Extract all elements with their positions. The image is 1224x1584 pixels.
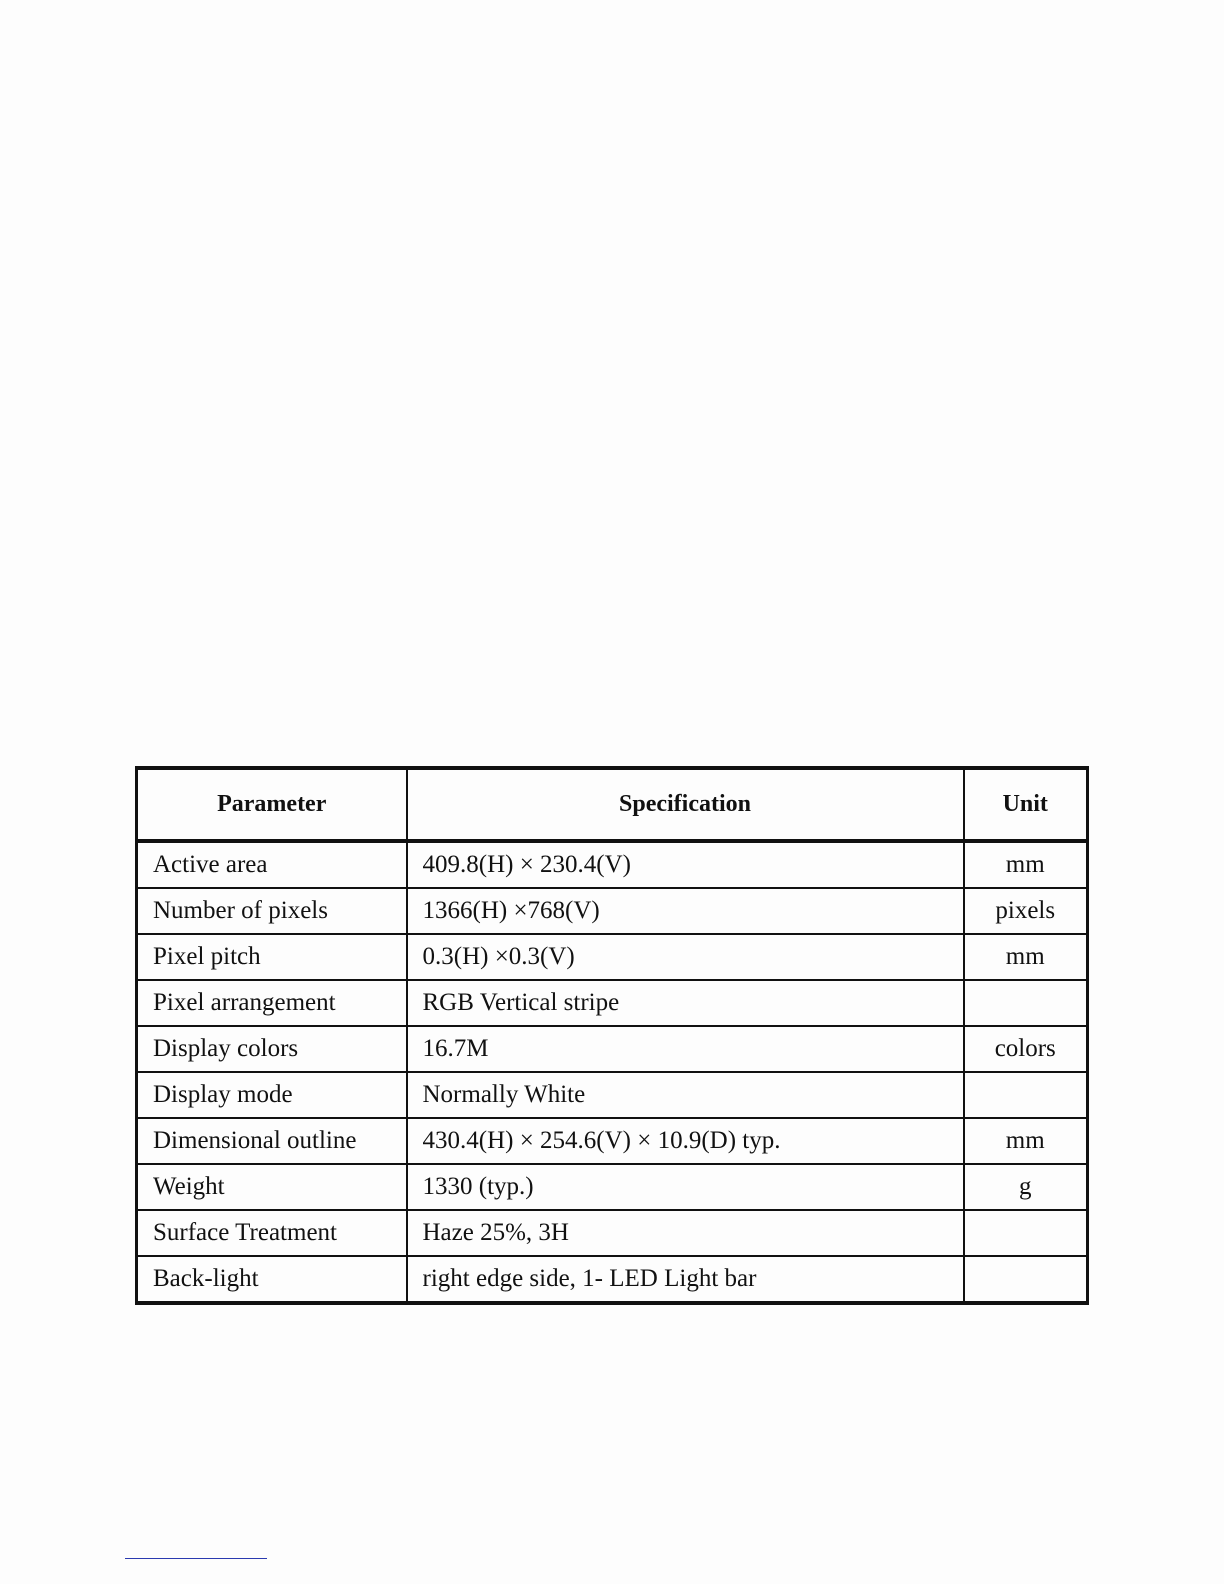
cell-unit: mm [964,934,1088,980]
cell-parameter: Display colors [137,1026,407,1072]
table-row [137,1072,1088,1118]
cell-parameter: Pixel pitch [137,934,407,980]
cell-parameter: Pixel arrangement [137,980,407,1026]
cell-unit: pixels [964,888,1088,934]
table-row [137,1026,1088,1072]
cell-unit [964,1210,1088,1256]
table-row [137,1164,1088,1210]
cell-specification: Normally White [407,1072,964,1118]
table-row [137,841,1088,888]
table-row [137,1256,1088,1303]
cell-specification: Haze 25%, 3H [407,1210,964,1256]
cell-unit [964,980,1088,1026]
cell-parameter: Dimensional outline [137,1118,407,1164]
cell-specification: 430.4(H) × 254.6(V) × 10.9(D) typ. [407,1118,964,1164]
cell-specification: right edge side, 1- LED Light bar [407,1256,964,1303]
table-row [137,1118,1088,1164]
footnote-divider [125,1558,267,1559]
cell-specification: 1330 (typ.) [407,1164,964,1210]
table-row [137,934,1088,980]
cell-specification: 409.8(H) × 230.4(V) [407,841,964,888]
header-unit: Unit [964,768,1088,841]
cell-specification: 0.3(H) ×0.3(V) [407,934,964,980]
cell-parameter: Active area [137,841,407,888]
specification-table [135,766,1089,1305]
cell-unit: mm [1005,851,1045,878]
table-row [137,980,1088,1026]
cell-unit [964,1072,1088,1118]
header-parameter: Parameter [137,768,407,841]
cell-parameter: Weight [137,1164,407,1210]
cell-specification: 16.7M [407,1026,964,1072]
cell-unit: colors [964,1026,1088,1072]
cell-unit: mm [964,1118,1088,1164]
cell-unit: g [964,1164,1088,1210]
table-header-row [137,768,1088,841]
table-row [137,1210,1088,1256]
cell-parameter: Display mode [137,1072,407,1118]
cell-specification: RGB Vertical stripe [407,980,964,1026]
cell-parameter: Number of pixels [137,888,407,934]
cell-parameter: Back-light [137,1256,407,1303]
cell-unit [964,1256,1088,1303]
cell-specification: 1366(H) ×768(V) [407,888,964,934]
header-specification: Specification [407,768,964,841]
table-row [137,888,1088,934]
cell-parameter: Surface Treatment [137,1210,407,1256]
